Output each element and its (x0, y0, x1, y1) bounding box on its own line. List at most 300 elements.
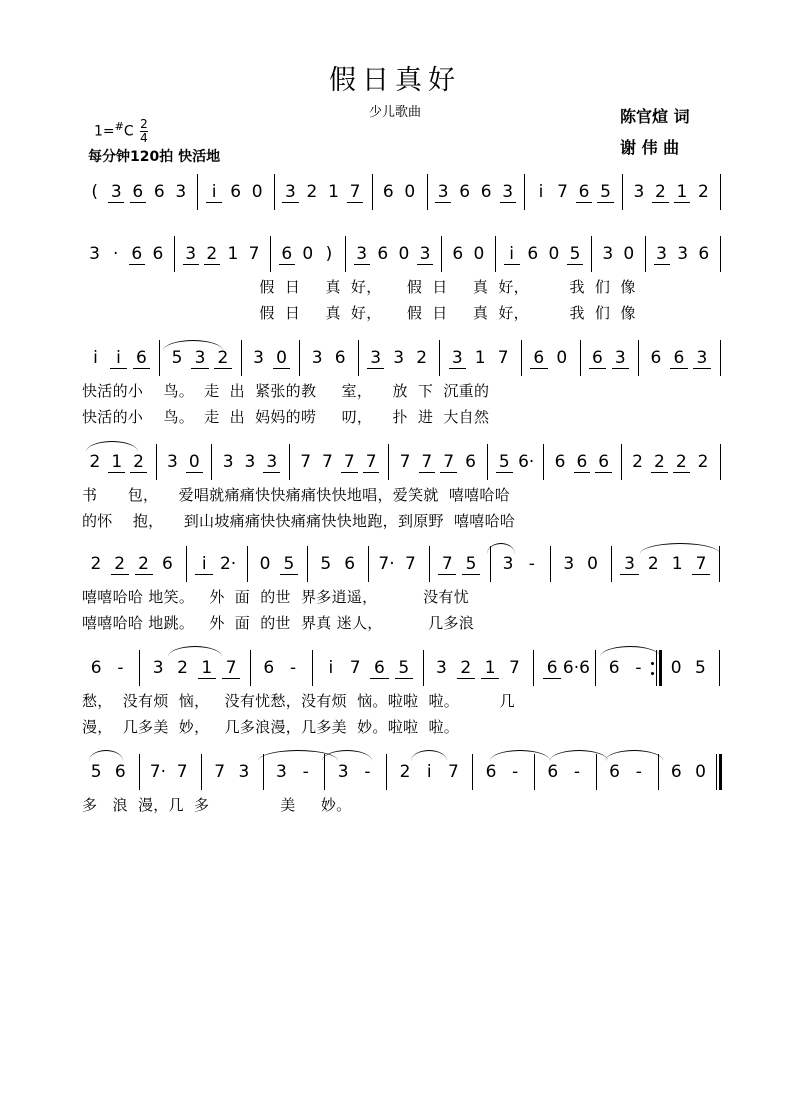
note: 1 (201, 658, 213, 678)
beam-line (530, 368, 547, 369)
beam-line (214, 368, 231, 369)
tempo-marking: 每分钟120拍 快活地 (88, 149, 221, 165)
note: 6 (153, 182, 165, 202)
note: 6 (650, 348, 662, 368)
final-bar-thin (716, 754, 717, 790)
bar-line (719, 546, 720, 582)
note: 6 (465, 452, 476, 472)
note: 6 (452, 244, 464, 264)
note: 6 (578, 182, 590, 202)
note: 3 (502, 554, 514, 574)
note: 6 (114, 762, 126, 782)
bar-line (533, 650, 534, 686)
note: 5 (695, 658, 706, 678)
note: - (302, 762, 309, 782)
repeat-dot (651, 672, 654, 675)
bar-line (247, 546, 248, 582)
bar-line (241, 340, 242, 376)
key-letter: C (123, 123, 134, 140)
note: 2 (653, 452, 665, 472)
beam-line (347, 202, 363, 203)
note: 3 (356, 244, 368, 264)
note: 7 (349, 182, 361, 202)
beam-line (576, 202, 592, 203)
repeat-dot (651, 662, 654, 665)
note: 0 (473, 244, 485, 264)
note: 5 (465, 554, 477, 574)
bar-line (345, 236, 346, 272)
beam-line (595, 472, 612, 473)
bar-line (358, 340, 359, 376)
note: 0 (251, 182, 263, 202)
note: 2 (114, 554, 126, 574)
key-sharp: # (114, 119, 124, 133)
note: 3 (110, 182, 122, 202)
note: - (290, 658, 297, 678)
bar-line (307, 546, 308, 582)
note: - (364, 762, 371, 782)
beam-line (543, 678, 561, 679)
bar-line (388, 444, 389, 480)
bar-line (274, 174, 275, 210)
note: 6 (90, 658, 102, 678)
bar-line (645, 236, 646, 272)
beam-line (195, 574, 213, 575)
note: - (635, 762, 642, 782)
lyric-line: 快活的小 鸟。 走 出 紧张的教 室， 放 下 沉重的 (82, 382, 490, 400)
note: 6 (161, 554, 173, 574)
note: 2 (632, 452, 643, 472)
key-signature (94, 118, 148, 145)
beam-line (222, 678, 240, 679)
beam-line (597, 202, 613, 203)
note: 3 (437, 182, 449, 202)
note: 7 (404, 554, 416, 574)
bar-line (495, 236, 496, 272)
beam-line (440, 472, 457, 473)
bar-line (595, 650, 596, 686)
bar-line (611, 546, 612, 582)
beam-line (191, 368, 208, 369)
note: 0 (188, 452, 200, 472)
notes-row (0, 648, 790, 688)
note: 3 (624, 554, 635, 574)
bar-line (720, 340, 721, 376)
bar-line (720, 444, 721, 480)
note: 6 (132, 182, 144, 202)
note: 6· (518, 452, 535, 472)
beam-line (417, 264, 433, 265)
note: 2· (219, 554, 237, 574)
beam-line (183, 264, 199, 265)
note: 5 (320, 554, 332, 574)
note: 7 (421, 452, 433, 472)
note: 6 (576, 452, 588, 472)
note: 6 (485, 762, 497, 782)
note: 5 (171, 348, 183, 368)
note: 7 (214, 762, 226, 782)
note: 7 (343, 452, 355, 472)
note: 0 (670, 658, 682, 678)
note: 5 (600, 182, 611, 202)
bar-line (472, 754, 473, 790)
note: 2 (217, 348, 229, 368)
note: 6 (547, 762, 559, 782)
beam-line (435, 202, 451, 203)
composer-credit: 谢 伟 曲 (620, 138, 680, 157)
beam-line (693, 368, 710, 369)
bar-line (441, 236, 442, 272)
note: 6 (609, 762, 620, 782)
note: 2 (89, 452, 101, 472)
song-title: 假日真好 (329, 65, 461, 96)
beam-line (673, 472, 690, 473)
note: 3 (370, 348, 382, 368)
beam-line (279, 264, 295, 265)
note: 3 (167, 452, 178, 472)
note: 3 (436, 658, 447, 678)
note: 7 (349, 658, 361, 678)
beam-line (354, 264, 370, 265)
note: 2 (647, 554, 659, 574)
note: - (635, 658, 642, 678)
bar-line (211, 444, 212, 480)
note: 1 (676, 182, 688, 202)
note: - (573, 762, 581, 782)
note: i (201, 554, 207, 574)
note: 2 (697, 452, 709, 472)
note: 3 (152, 658, 164, 678)
bar-line (622, 174, 623, 210)
note: 6·6 (562, 658, 590, 678)
bar-line (543, 444, 544, 480)
beam-line (206, 202, 222, 203)
note: - (512, 762, 519, 782)
note: 5 (569, 244, 581, 264)
bar-line (159, 340, 160, 376)
note: 2 (697, 182, 709, 202)
bar-line (429, 546, 430, 582)
note: - (528, 554, 535, 574)
note: 3 (677, 244, 689, 264)
note: 2 (675, 452, 687, 472)
beam-line (620, 574, 638, 575)
notes-row (0, 172, 790, 212)
bar-line (719, 650, 720, 686)
beam-line (130, 202, 146, 203)
lyric-line: 的怀 抱， 到山坡痛痛快快痛痛快快地跑，到原野 嘻嘻哈哈 (82, 512, 516, 530)
note: ) (325, 244, 333, 264)
beam-line (204, 264, 220, 265)
lyric-line: 假 日 真 好， 假 日 真 好， 我 们 像 (82, 278, 636, 296)
note: 3 (502, 182, 514, 202)
beam-line (674, 202, 690, 203)
note: i (328, 658, 334, 678)
beam-line (263, 472, 280, 473)
note: 3 (563, 554, 575, 574)
note: 6 (546, 658, 558, 678)
beam-line (574, 472, 591, 473)
note: 6 (459, 182, 471, 202)
beam-line (135, 574, 153, 575)
note: 3 (602, 244, 614, 264)
beam-line (438, 574, 456, 575)
beam-line (481, 678, 499, 679)
note: 7 (441, 554, 453, 574)
bar-line (139, 650, 140, 686)
bar-line (591, 236, 592, 272)
note: 0 (276, 348, 287, 368)
key-base: 1= (94, 123, 115, 140)
note: 3 (222, 452, 234, 472)
time-den: 4 (140, 131, 148, 145)
note: 7 (443, 452, 455, 472)
note: 0 (623, 244, 635, 264)
notes-row (0, 338, 790, 378)
bar-line (289, 444, 290, 480)
note: 3 (185, 244, 197, 264)
note: 0 (556, 348, 568, 368)
note: 7 (322, 452, 333, 472)
beam-line (651, 472, 668, 473)
note: 5 (498, 452, 510, 472)
note: 3 (614, 348, 626, 368)
note: 6 (374, 658, 385, 678)
lyric-line: 漫， 几多美 妙， 几多浪漫，几多美 妙。啦啦 啦。 (82, 718, 460, 736)
note: 6 (554, 452, 566, 472)
bar-line (372, 174, 373, 210)
beam-line (612, 368, 629, 369)
beam-line (367, 368, 384, 369)
note: 2 (399, 762, 411, 782)
beam-line (280, 574, 298, 575)
bar-line (638, 340, 639, 376)
note: 2 (90, 554, 102, 574)
bar-line (521, 340, 522, 376)
note: 0 (398, 244, 410, 264)
note: 6 (281, 244, 293, 264)
time-signature (140, 118, 148, 145)
note: 6 (152, 244, 164, 264)
beam-line (457, 678, 475, 679)
note: 6 (527, 244, 539, 264)
beam-line (129, 264, 145, 265)
note: i (93, 348, 98, 368)
note: i (116, 348, 121, 368)
beam-line (395, 678, 413, 679)
note: 3 (175, 182, 187, 202)
note: 0 (695, 762, 706, 782)
beam-line (654, 264, 670, 265)
note: 3 (451, 348, 463, 368)
bar-line (524, 174, 525, 210)
note: 6 (598, 452, 610, 472)
beam-line (449, 368, 466, 369)
bar-line (580, 340, 581, 376)
note: 7· (149, 762, 166, 782)
bar-line (156, 444, 157, 480)
note: · (112, 244, 119, 264)
time-num: 2 (140, 117, 148, 131)
beam-line (363, 472, 380, 473)
bar-line (423, 650, 424, 686)
beam-line (504, 264, 520, 265)
note: 6 (533, 348, 545, 368)
lyric-line: 愁， 没有烦 恼， 没有忧愁，没有烦 恼。啦啦 啦。 几 (82, 692, 515, 710)
notes-row (0, 234, 790, 274)
note: 6 (230, 182, 242, 202)
bar-line (174, 236, 175, 272)
bar-line (386, 754, 387, 790)
note: 6 (670, 762, 682, 782)
note: 6 (698, 244, 710, 264)
bar-line (197, 174, 198, 210)
note: 7 (399, 452, 411, 472)
beam-line (341, 472, 358, 473)
note: 3 (419, 244, 431, 264)
note: 1 (328, 182, 339, 202)
note: 3 (311, 348, 323, 368)
note: 3 (253, 348, 264, 368)
note: 3 (238, 762, 250, 782)
note: 3 (633, 182, 645, 202)
note: 6 (608, 658, 620, 678)
note: 3 (194, 348, 206, 368)
beam-line (186, 472, 203, 473)
lyric-line: 书 包， 爱唱就痛痛快快痛痛快快地唱，爱笑就 嘻嘻哈哈 (82, 486, 511, 504)
note: 5 (90, 762, 102, 782)
lyric-line: 快活的小 鸟。 走 出 妈妈的唠 叨， 扑 进 大自然 (82, 408, 490, 426)
note: i (211, 182, 217, 202)
bar-line (550, 546, 551, 582)
note: 7 (557, 182, 568, 202)
note: 0 (404, 182, 416, 202)
note: 3 (89, 244, 100, 264)
lyric-line: 嘻嘻哈哈 地跳。 外 面 的世 界真 迷人， 几多浪 (82, 614, 475, 632)
note: 7 (176, 762, 188, 782)
bar-line (439, 340, 440, 376)
beam-line (462, 574, 480, 575)
note: 6 (480, 182, 492, 202)
beam-line (108, 472, 125, 473)
note: 6 (591, 348, 603, 368)
beam-line (198, 678, 216, 679)
bar-line (427, 174, 428, 210)
note: 3 (696, 348, 708, 368)
note: 2 (138, 554, 149, 574)
note: i (509, 244, 515, 264)
note: 2 (133, 452, 144, 472)
note: 3 (656, 244, 667, 264)
bar-line (368, 546, 369, 582)
note: 7 (497, 348, 509, 368)
note: 1 (227, 244, 239, 264)
note: 5 (283, 554, 295, 574)
note: 7 (225, 658, 237, 678)
note: 3 (337, 762, 349, 782)
lyric-line: 假 日 真 好， 假 日 真 好， 我 们 像 (82, 304, 636, 322)
note: 3 (285, 182, 296, 202)
note: 1 (111, 452, 123, 472)
note: 2 (306, 182, 318, 202)
note: 1 (671, 554, 683, 574)
bar-line (720, 236, 721, 272)
note: 1 (474, 348, 486, 368)
note: 6 (131, 244, 143, 264)
beam-line (282, 202, 298, 203)
note: 5 (398, 658, 410, 678)
note: 7 (509, 658, 520, 678)
bar-line (139, 754, 140, 790)
note: 0 (302, 244, 314, 264)
beam-line (130, 472, 147, 473)
note: 6 (344, 554, 356, 574)
bar-line (621, 444, 622, 480)
note: 0 (548, 244, 560, 264)
bar-line (186, 546, 187, 582)
note: i (538, 182, 544, 202)
lyric-line: 嘻嘻哈哈 地笑。 外 面 的世 界多逍遥， 没有忧 (82, 588, 469, 606)
beam-line (670, 368, 687, 369)
note: 2 (177, 658, 188, 678)
note: 7 (695, 554, 707, 574)
note: 1 (484, 658, 496, 678)
note: 3 (276, 762, 287, 782)
bar-line (201, 754, 202, 790)
beam-line (133, 368, 150, 369)
bar-line (270, 236, 271, 272)
note: 6 (136, 348, 147, 368)
note: 7 (448, 762, 459, 782)
beam-line (567, 264, 583, 265)
note: - (117, 658, 124, 678)
note: 3 (393, 348, 405, 368)
beam-line (496, 472, 513, 473)
beam-line (110, 368, 127, 369)
beam-line (111, 574, 129, 575)
bar-line (299, 340, 300, 376)
note: 6 (382, 182, 394, 202)
bar-line (250, 650, 251, 686)
note: 3 (266, 452, 278, 472)
note: 6 (673, 348, 685, 368)
bar-line (487, 444, 488, 480)
note: ( (91, 182, 99, 202)
note: 6 (263, 658, 275, 678)
beam-line (692, 574, 710, 575)
beam-line (108, 202, 124, 203)
beam-line (652, 202, 668, 203)
note: 6 (334, 348, 346, 368)
song-subtitle: 少儿歌曲 (368, 105, 421, 120)
note: 7· (378, 554, 395, 574)
note: i (426, 762, 432, 782)
note: 6 (377, 244, 389, 264)
beam-line (419, 472, 436, 473)
beam-line (589, 368, 606, 369)
lyric-line: 多 浪 漫，几 多 美 妙。 (82, 796, 352, 814)
beam-line (273, 368, 290, 369)
note: 2 (654, 182, 666, 202)
final-bar-thick (719, 754, 722, 790)
note: 2 (460, 658, 472, 678)
note: 7 (300, 452, 312, 472)
note: 3 (244, 452, 256, 472)
lyricist-credit: 陈官煊 词 (620, 107, 690, 126)
note: 0 (259, 554, 271, 574)
note: 7 (365, 452, 377, 472)
beam-line (370, 678, 388, 679)
